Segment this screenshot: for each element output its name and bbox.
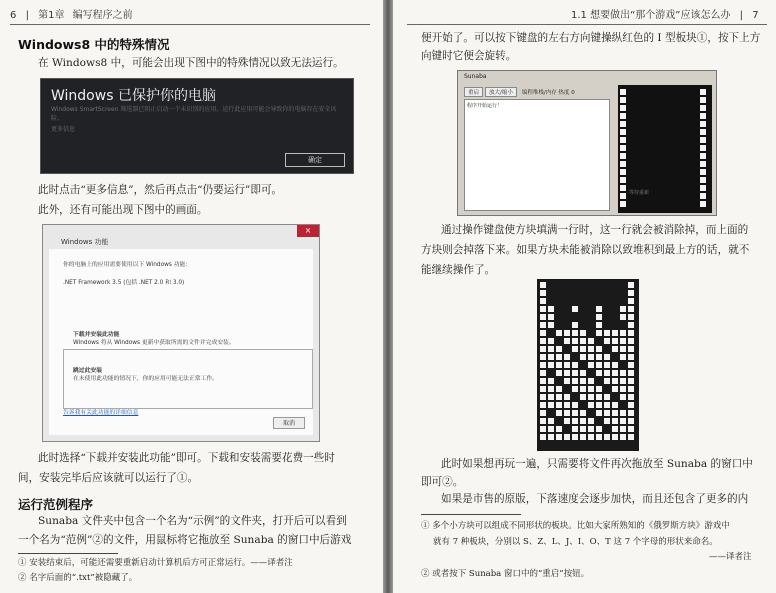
board-cell	[580, 338, 586, 344]
paragraph: Sunaba 文件夹中包含一个名为“示例”的文件夹，打开后可以看到	[38, 515, 347, 527]
tetris-board-screenshot	[537, 279, 639, 451]
board-cell	[596, 434, 602, 440]
board-cell	[596, 306, 602, 312]
dialog-line: 你的电脑上的应用需要使用以下 Windows 功能:	[63, 262, 188, 268]
board-cell	[612, 426, 618, 432]
board-cell	[548, 346, 554, 352]
board-cell	[628, 354, 634, 360]
left-page	[0, 0, 383, 593]
board-cell	[540, 298, 546, 304]
board-cell	[628, 338, 634, 344]
board-cell	[620, 153, 626, 159]
header-rule	[407, 24, 767, 25]
board-cell	[540, 370, 546, 376]
header-rule	[10, 24, 370, 25]
board-cell	[548, 434, 554, 440]
board-cell	[596, 386, 602, 392]
board-cell	[548, 306, 554, 312]
board-cell	[588, 402, 594, 408]
board-cell	[612, 330, 618, 336]
board-cell	[580, 330, 586, 336]
board-cell	[596, 394, 602, 400]
cancel-button: 取消	[273, 417, 305, 429]
board-cell	[548, 394, 554, 400]
toolbar	[464, 87, 580, 97]
board-cell	[572, 386, 578, 392]
right-page-header: 1.1 想要做出“那个游戏”应该怎么办 | 7	[571, 10, 759, 21]
paragraph: 此时如果想再玩一遍，只需要将文件再次拖放至 Sunaba 的窗口中	[441, 458, 753, 470]
option-download-desc: Windows 将从 Windows 更新中获取所需的文件并完成安装。	[73, 340, 235, 346]
board-cell	[588, 346, 594, 352]
board-cell	[620, 121, 626, 127]
board-cell	[620, 426, 626, 432]
status-text: 等待重新	[629, 190, 650, 196]
board-cell	[548, 362, 554, 368]
board-cell	[556, 434, 562, 440]
page-number: 7	[752, 10, 759, 21]
board-cell	[596, 410, 602, 416]
board-cell	[628, 394, 634, 400]
board-cell	[604, 330, 610, 336]
board-cell	[700, 161, 706, 167]
board-cell	[572, 418, 578, 424]
footnote: ① 多个小方块可以组成不同形状的板块。比如大家所熟知的《俄罗斯方块》游戏中	[421, 521, 730, 531]
board-cell	[628, 370, 634, 376]
board-cell	[620, 185, 626, 191]
window-title: Sunaba	[464, 73, 487, 80]
footnote: ② 或者按下 Sunaba 窗口中的“重启”按钮。	[421, 569, 590, 579]
board-cell	[556, 362, 562, 368]
board-cell	[572, 306, 578, 312]
board-cell	[572, 346, 578, 352]
paragraph: 即可②。	[421, 476, 464, 488]
board-cell	[628, 418, 634, 424]
paragraph: 一个名为“范例”②的文件，用鼠标将它拖放至 Sunaba 的窗口中后游戏	[18, 534, 352, 546]
board-cell	[580, 418, 586, 424]
board-cell	[540, 434, 546, 440]
board-cell	[564, 402, 570, 408]
board-cell	[612, 378, 618, 384]
board-cell	[628, 330, 634, 336]
board-cell	[572, 410, 578, 416]
board-cell	[628, 410, 634, 416]
board-cell	[580, 378, 586, 384]
board-cell	[604, 378, 610, 384]
chapter-label: 第1章	[38, 10, 65, 21]
board-cell	[588, 434, 594, 440]
board-cell	[620, 418, 626, 424]
board-cell	[620, 370, 626, 376]
section-title-run-sample: 运行范例程序	[18, 497, 94, 512]
board-cell	[612, 434, 618, 440]
board-cell	[540, 282, 546, 288]
board-cell	[700, 113, 706, 119]
board-cell	[572, 426, 578, 432]
board-cell	[540, 426, 546, 432]
board-cell	[620, 201, 626, 207]
board-cell	[596, 346, 602, 352]
board-cell	[612, 418, 618, 424]
option-download-title: 下载并安装此功能	[73, 332, 120, 338]
board-cell	[620, 314, 626, 320]
board-cell	[564, 370, 570, 376]
windows-features-screenshot	[42, 224, 320, 442]
board-cell	[540, 394, 546, 400]
board-cell	[620, 161, 626, 167]
board-cell	[628, 306, 634, 312]
board-cell	[548, 354, 554, 360]
board-cell	[604, 354, 610, 360]
board-cell	[604, 410, 610, 416]
board-cell	[580, 426, 586, 432]
board-cell	[572, 330, 578, 336]
option-skip-desc: 在未使用此功能的情况下，你的应用可能无法正常工作。	[73, 376, 218, 382]
ok-button: 确定	[285, 153, 345, 167]
board-cell	[628, 322, 634, 328]
board-cell	[628, 402, 634, 408]
board-cell	[540, 354, 546, 360]
page-number: 6	[10, 10, 17, 21]
board-cell	[588, 338, 594, 344]
board-cell	[620, 105, 626, 111]
board-cell	[596, 354, 602, 360]
board-cell	[540, 402, 546, 408]
board-cell	[700, 137, 706, 143]
board-cell	[620, 338, 626, 344]
board-cell	[620, 89, 626, 95]
board-cell	[588, 378, 594, 384]
board-cell	[620, 113, 626, 119]
board-cell	[540, 314, 546, 320]
paragraph: 向键时它便会旋转。	[421, 50, 517, 62]
board-cell	[628, 426, 634, 432]
board-cell	[548, 338, 554, 344]
left-page-header: 6 | 第1章 编写程序之前	[10, 10, 133, 21]
paragraph: 此外，还有可能出现下图中的画面。	[38, 204, 208, 216]
board-cell	[588, 418, 594, 424]
board-cell	[572, 378, 578, 384]
board-cell	[540, 290, 546, 296]
board-cell	[540, 346, 546, 352]
board-cell	[580, 370, 586, 376]
board-cell	[540, 386, 546, 392]
board-cell	[612, 402, 618, 408]
board-cell	[540, 378, 546, 384]
board-cell	[540, 322, 546, 328]
board-cell	[628, 378, 634, 384]
board-cell	[620, 410, 626, 416]
board-cell	[620, 145, 626, 151]
board-cell	[620, 330, 626, 336]
dialog-title: Windows 功能	[61, 238, 109, 246]
board-cell	[572, 434, 578, 440]
board-cell	[596, 362, 602, 368]
board-cell	[540, 330, 546, 336]
paragraph: 间，安装完毕后应该就可以运行了①。	[18, 472, 199, 484]
paragraph: 能继续操作了。	[421, 264, 496, 276]
board-cell	[580, 434, 586, 440]
board-cell	[604, 338, 610, 344]
board-cell	[564, 362, 570, 368]
board-cell	[572, 338, 578, 344]
paragraph: 通过操作键盘使方块填满一行时，这一行就会被消除掉，而上面的	[441, 224, 749, 236]
board-cell	[548, 418, 554, 424]
board-cell	[540, 306, 546, 312]
board-cell	[604, 370, 610, 376]
footnote-rule	[18, 553, 118, 554]
board-cell	[564, 330, 570, 336]
paragraph: 在 Windows8 中，可能会出现下图中的特殊情况以致无法运行。	[38, 57, 344, 69]
board-cell	[612, 362, 618, 368]
board-cell	[700, 153, 706, 159]
footnote-rule	[421, 514, 521, 515]
board-cell	[620, 434, 626, 440]
board-cell	[540, 362, 546, 368]
board-cell	[556, 370, 562, 376]
board-cell	[700, 193, 706, 199]
board-cell	[580, 386, 586, 392]
dialog-body: Windows SmartScreen 筛选器已阻止启动一个未识别的应用。运行此应用可能会导致你的电脑存在安全风险。	[51, 106, 337, 122]
more-info-link: 更多信息	[51, 126, 76, 133]
board-cell	[564, 418, 570, 424]
board-cell	[620, 306, 626, 312]
board-cell	[620, 97, 626, 103]
board-cell	[540, 410, 546, 416]
board-cell	[620, 129, 626, 135]
board-cell	[700, 89, 706, 95]
board-cell	[620, 346, 626, 352]
board-cell	[604, 402, 610, 408]
sunaba-window-screenshot	[457, 70, 717, 216]
board-cell	[620, 137, 626, 143]
restart-button: 重启	[464, 87, 483, 97]
paragraph: 如果是市售的原版，下落速度会逐步加快，而且还包含了更多的内	[441, 493, 749, 505]
board-cell	[556, 426, 562, 432]
code-output: 程序开始运行！	[464, 99, 610, 211]
board-cell	[596, 370, 602, 376]
board-cell	[588, 362, 594, 368]
board-cell	[556, 386, 562, 392]
board-cell	[596, 322, 602, 328]
board-cell	[564, 378, 570, 384]
board-cell	[700, 185, 706, 191]
board-cell	[620, 177, 626, 183]
smartscreen-screenshot	[40, 78, 354, 174]
board-cell	[556, 354, 562, 360]
dialog-title: Windows 已保护你的电脑	[51, 88, 216, 104]
board-cell	[556, 402, 562, 408]
board-cell	[620, 193, 626, 199]
board-cell	[612, 370, 618, 376]
dialog-line: .NET Framework 3.5 (包括 .NET 2.0 和 3.0)	[63, 280, 185, 286]
dialog-body	[49, 249, 313, 435]
board-cell	[628, 434, 634, 440]
board-cell	[612, 410, 618, 416]
board-cell	[620, 169, 626, 175]
board-cell	[580, 346, 586, 352]
info-text: 编程堆栈/内存 热度 0	[521, 90, 575, 96]
board-cell	[700, 105, 706, 111]
board-cell	[572, 370, 578, 376]
board-cell	[612, 386, 618, 392]
section-title-windows8: Windows8 中的特殊情况	[18, 37, 170, 52]
board-cell	[620, 394, 626, 400]
board-cell	[564, 434, 570, 440]
board-cell	[540, 338, 546, 344]
board-cell	[596, 330, 602, 336]
board-cell	[572, 402, 578, 408]
board-cell	[604, 362, 610, 368]
option-skip-title: 跳过此安装	[73, 368, 102, 374]
board-cell	[620, 386, 626, 392]
board-cell	[612, 338, 618, 344]
board-cell	[700, 129, 706, 135]
book-gutter	[383, 0, 393, 593]
board-cell	[580, 354, 586, 360]
board-cell	[580, 394, 586, 400]
board-cell	[700, 177, 706, 183]
board-cell	[628, 282, 634, 288]
board-cell	[556, 410, 562, 416]
board-cell	[556, 346, 562, 352]
paragraph: 此时点击“更多信息”，然后再点击“仍要运行”即可。	[38, 184, 283, 196]
board-cell	[700, 145, 706, 151]
board-cell	[604, 434, 610, 440]
board-cell	[564, 338, 570, 344]
board-cell	[700, 121, 706, 127]
footnote: ② 名字后面的“.txt”被隐藏了。	[18, 573, 138, 583]
footnote: ① 安装结束后，可能还需要重新启动计算机后方可正常运行。——译者注	[18, 558, 293, 568]
board-cell	[620, 354, 626, 360]
board-cell	[604, 418, 610, 424]
board-cell	[564, 394, 570, 400]
board-cell	[628, 314, 634, 320]
board-cell	[556, 330, 562, 336]
footnote-sign: ——译者注	[709, 552, 752, 562]
running-header: 1.1 想要做出“那个游戏”应该怎么办	[571, 10, 731, 21]
board-cell	[548, 314, 554, 320]
board-cell	[564, 410, 570, 416]
board-cell	[588, 394, 594, 400]
board-cell	[628, 346, 634, 352]
board-cell	[628, 290, 634, 296]
footnote: 就有 7 种板块，分别以 S、Z、L、J、I、O、T 这 7 个字母的形状来命名。	[433, 537, 718, 547]
paragraph: 此时选择“下载并安装此功能”即可。下载和安装需要花费一些时	[38, 452, 335, 464]
board-cell	[580, 410, 586, 416]
board-cell	[588, 354, 594, 360]
board-cell	[628, 298, 634, 304]
board-cell	[700, 201, 706, 207]
chapter-title: 编写程序之前	[72, 10, 133, 21]
board-cell	[540, 418, 546, 424]
board-cell	[548, 322, 554, 328]
board-cell	[588, 426, 594, 432]
board-cell	[604, 394, 610, 400]
board-cell	[700, 97, 706, 103]
board-cell	[612, 346, 618, 352]
board-cell	[548, 402, 554, 408]
board-cell	[588, 386, 594, 392]
paragraph: 便开始了。可以按下键盘的左右方向键操纵红色的 I 型板块①，按下上方	[421, 32, 761, 44]
close-icon: ×	[297, 225, 319, 237]
board-cell	[548, 386, 554, 392]
paragraph: 方块则会掉落下来。如果方块未能被消除以致堆积到最上方的话，就不	[421, 244, 750, 256]
zoom-button: 放大/缩小	[485, 87, 517, 97]
board-cell	[596, 314, 602, 320]
board-cell	[596, 402, 602, 408]
board-cell	[700, 169, 706, 175]
board-cell	[548, 378, 554, 384]
info-link: 告诉我有关此功能的详细信息	[63, 410, 139, 416]
board-cell	[620, 378, 626, 384]
board-cell	[556, 394, 562, 400]
board-cell	[548, 426, 554, 432]
board-cell	[596, 426, 602, 432]
board-cell	[572, 362, 578, 368]
board-cell	[628, 386, 634, 392]
board-cell	[572, 322, 578, 328]
board-cell	[628, 362, 634, 368]
board-cell	[564, 354, 570, 360]
